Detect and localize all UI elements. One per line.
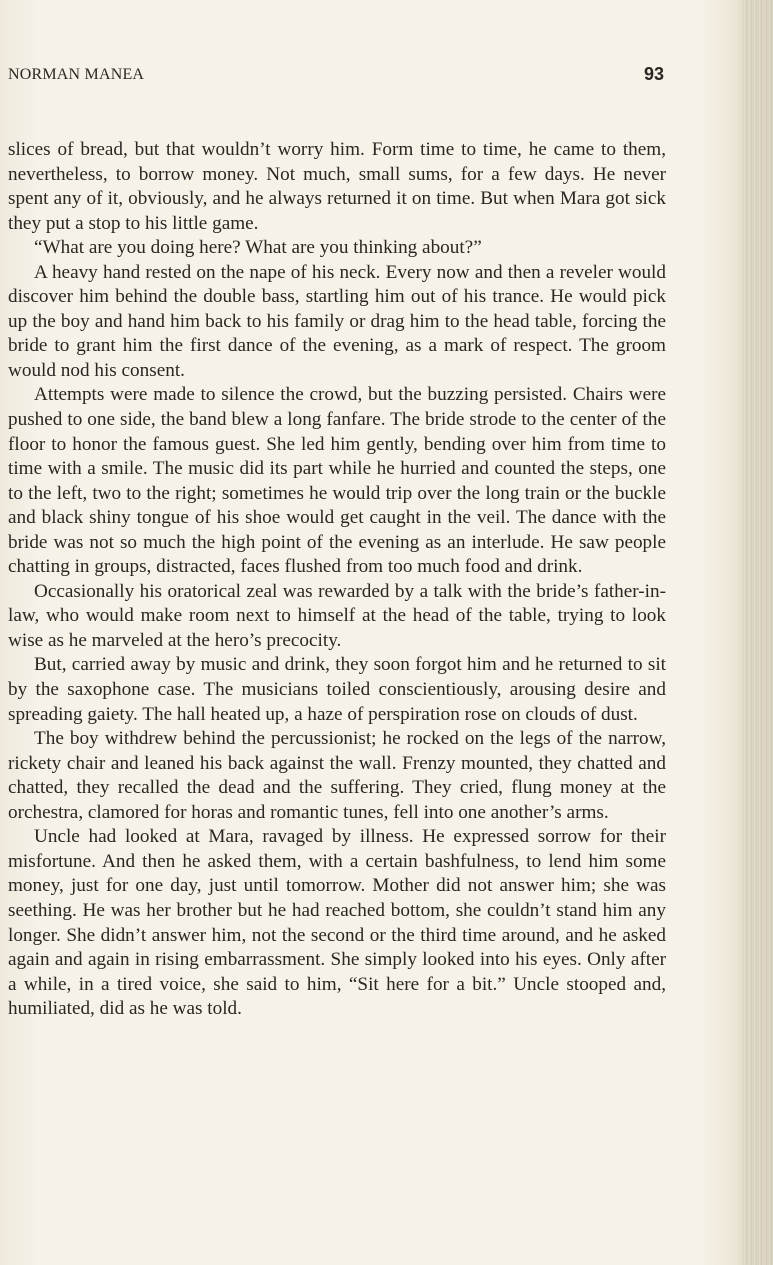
paragraph: “What are you doing here? What are you thinking about?” [34, 237, 482, 259]
paragraph: Uncle had looked at Mara, ravaged by illness. He expressed sorrow for their misfortune. And then he asked them, with a certain bashfulness, to lend him some money, just for one day, just until tomorrow. Mother did not answer him; she was seething. He was her brother but he had reached bottom, she couldn’t stand him any longer. She didn’t answer him, not the second or the third time around, and he asked again and again in rising embarrassment. She simply looked into his eyes. Only after a while, in a tired voice, she said to him, “Sit here for a bit.” Uncle stooped and, humiliated, did as he was told. [8, 826, 666, 1020]
paragraph: Occasionally his oratorical zeal was rewarded by a talk with the bride’s father-in-law, who would make room next to himself at the head of the table, trying to look wise as he marveled at the hero’s precocity. [8, 580, 666, 651]
paragraph: slices of bread, but that wouldn’t worry him. Form time to time, he came to them, nevertheless, to borrow money. Not much, small sums, for a few days. He never spent any of it, obviously, and he always returned it on time. But when Mara got sick they put a stop to his little game. [8, 139, 666, 234]
page-number: 93 [643, 64, 664, 84]
page-edge-shading [743, 0, 773, 1265]
paragraph: The boy withdrew behind the percussionist; he rocked on the legs of the narrow, rickety chair and leaned his back against the wall. Frenzy mounted, they chatted and chatted, they recalled the dead and the suffering. They cried, flung money at the orchestra, clamored for horas and romantic tunes, fell into one another’s arms. [8, 728, 666, 823]
running-head: NORMAN MANEA [8, 66, 145, 83]
paragraph: Attempts were made to silence the crowd, but the buzzing persisted. Chairs were pushed to one side, the band blew a long fanfare. The bride strode to the center of the floor to honor the famous guest. She led him gently, bending over him from time to time with a smile. The music did its part while he hurried and counted the steps, one to the left, two to the right; sometimes he would trip over the long train or the buckle and black shiny tongue of his shoe would get caught in the veil. The dance with the bride was not so much the high point of the evening as an interlude. He saw people chatting in groups, distracted, faces flushed from too much food and drink. [8, 384, 666, 578]
page-header [8, 64, 664, 88]
paragraph: But, carried away by music and drink, they soon forgot him and he returned to sit by the saxophone case. The musicians toiled conscientiously, arousing desire and spreading gaiety. The hall heated up, a haze of perspiration rose on clouds of dust. [8, 654, 666, 725]
paragraph: A heavy hand rested on the nape of his neck. Every now and then a reveler would discover him behind the double bass, startling him out of his trance. He would pick up the boy and hand him back to his family or drag him to the head table, forcing the bride to grant him the first dance of the evening, as a mark of respect. The groom would nod his consent. [8, 261, 666, 381]
body-text [8, 138, 666, 1022]
